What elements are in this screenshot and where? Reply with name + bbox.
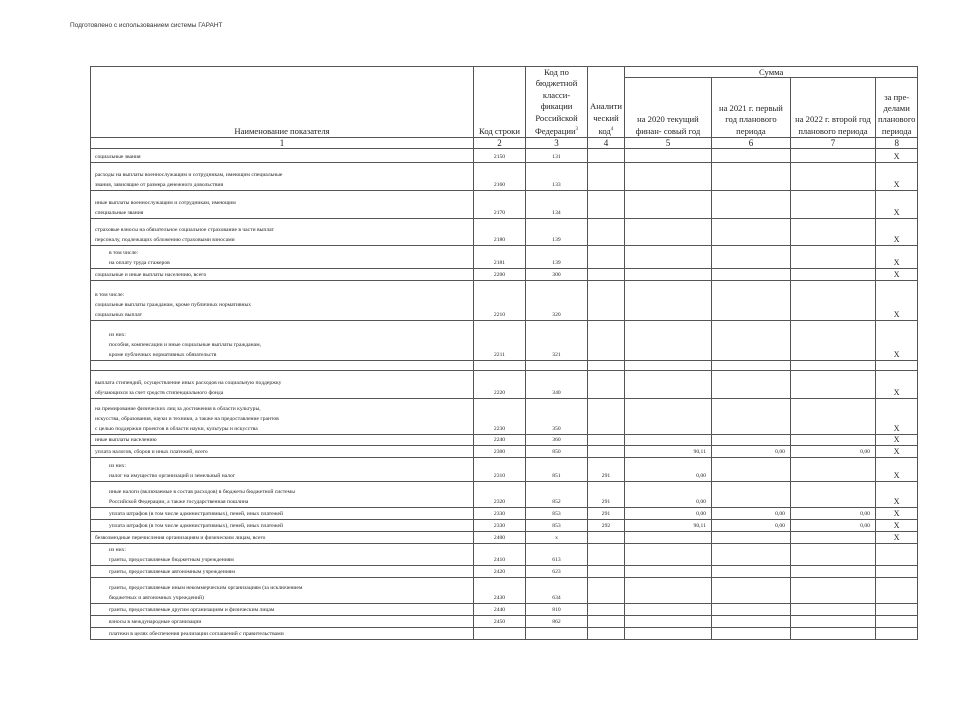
row-sum-beyond (875, 361, 918, 371)
row-name: из них: пособия, компенсации и иные социальные выплаты гражданам, кроме публичных нормативных обязательств (91, 321, 474, 361)
colnum: 7 (790, 138, 875, 149)
row-code: 2240 (474, 435, 526, 446)
row-sum-2021 (711, 321, 790, 361)
header-2022: на 2022 г. второй год планового периода (790, 78, 875, 138)
row-budget-code: 131 (526, 149, 588, 163)
row-analytic-code (588, 532, 625, 544)
row-budget-code: 853 (526, 508, 588, 520)
header-analytic: Аналити ческий код$^4$ (588, 67, 625, 138)
row-budget-code: 139 (526, 246, 588, 269)
row-sum-2022 (790, 246, 875, 269)
row-analytic-code (588, 604, 625, 616)
row-sum-2022 (790, 219, 875, 246)
row-sum-2020: 90,11 (624, 446, 711, 458)
row-analytic-code (588, 435, 625, 446)
row-budget-code: 133 (526, 163, 588, 191)
row-sum-2020 (624, 321, 711, 361)
row-analytic-code (588, 399, 625, 435)
colnum: 5 (624, 138, 711, 149)
colnum: 4 (588, 138, 625, 149)
table-row (91, 532, 918, 544)
row-code: 2440 (474, 604, 526, 616)
row-sum-beyond: X (875, 520, 918, 532)
row-sum-beyond: X (875, 371, 918, 399)
row-name: уплата штрафов (в том числе административных), пеней, иных платежей (91, 508, 474, 520)
row-sum-2020 (624, 219, 711, 246)
row-sum-beyond: X (875, 435, 918, 446)
row-sum-beyond: X (875, 482, 918, 508)
row-analytic-code (588, 246, 625, 269)
row-code (474, 628, 526, 640)
row-code: 2430 (474, 578, 526, 604)
row-sum-2020 (624, 149, 711, 163)
row-name: социальные звания (91, 149, 474, 163)
row-code: 2200 (474, 269, 526, 281)
row-name: в том числе: социальные выплаты гражданам, кроме публичных нормативных социальных выплат (91, 281, 474, 321)
row-sum-2020 (624, 246, 711, 269)
row-sum-beyond: X (875, 281, 918, 321)
table-row (91, 281, 918, 321)
row-sum-2022 (790, 544, 875, 566)
row-sum-2021 (711, 371, 790, 399)
row-sum-2020 (624, 371, 711, 399)
row-analytic-code (588, 321, 625, 361)
table-row (91, 399, 918, 435)
table-row (91, 149, 918, 163)
colnum: 1 (91, 138, 474, 149)
row-name: иные выплаты населению (91, 435, 474, 446)
row-sum-beyond: X (875, 321, 918, 361)
row-code: 2420 (474, 566, 526, 578)
row-code (474, 361, 526, 371)
row-sum-2021 (711, 458, 790, 482)
row-analytic-code (588, 281, 625, 321)
row-sum-beyond: X (875, 219, 918, 246)
row-sum-beyond (875, 578, 918, 604)
row-analytic-code: 291 (588, 458, 625, 482)
row-sum-2021 (711, 578, 790, 604)
row-sum-2022 (790, 604, 875, 616)
row-sum-beyond (875, 604, 918, 616)
row-sum-2020: 0,00 (624, 458, 711, 482)
header-sum: Сумма (624, 67, 918, 78)
row-budget-code: 139 (526, 219, 588, 246)
row-sum-2020 (624, 281, 711, 321)
row-code: 2330 (474, 508, 526, 520)
row-analytic-code: 291 (588, 482, 625, 508)
row-sum-2021 (711, 149, 790, 163)
row-code: 2300 (474, 446, 526, 458)
table-row (91, 604, 918, 616)
row-budget-code: 850 (526, 446, 588, 458)
table-row (91, 566, 918, 578)
row-analytic-code (588, 269, 625, 281)
row-analytic-code (588, 446, 625, 458)
row-analytic-code (588, 578, 625, 604)
row-sum-2020 (624, 578, 711, 604)
row-sum-beyond: X (875, 163, 918, 191)
row-sum-2020: 0,00 (624, 482, 711, 508)
row-budget-code: 634 (526, 578, 588, 604)
header-budget-code: Код по бюджетной класси- фикации Российской Федерации$^3$ (526, 67, 588, 138)
row-sum-2022 (790, 269, 875, 281)
row-sum-2021: 0,00 (711, 446, 790, 458)
row-sum-beyond: X (875, 191, 918, 219)
row-sum-beyond: X (875, 532, 918, 544)
row-code: 2410 (474, 544, 526, 566)
row-sum-2020 (624, 566, 711, 578)
table-row (91, 435, 918, 446)
table-row (91, 246, 918, 269)
row-budget-code: 134 (526, 191, 588, 219)
row-sum-2022 (790, 435, 875, 446)
row-sum-2021 (711, 628, 790, 640)
header-2021: на 2021 г. первый год планового периода (711, 78, 790, 138)
row-sum-2022 (790, 149, 875, 163)
row-sum-2022 (790, 163, 875, 191)
source-caption: Подготовлено с использованием системы ГАРАНТ (70, 22, 223, 29)
row-code: 2180 (474, 219, 526, 246)
row-code: 2330 (474, 520, 526, 532)
row-name: страховые взносы на обязательное социальное страхование в части выплат персоналу, подлежащих обложению страховыми взносами (91, 219, 474, 246)
row-budget-code: 321 (526, 321, 588, 361)
row-sum-2020 (624, 532, 711, 544)
row-sum-2021 (711, 361, 790, 371)
row-sum-2021 (711, 163, 790, 191)
row-sum-2021 (711, 616, 790, 628)
row-sum-2020: 90,11 (624, 520, 711, 532)
row-sum-beyond: X (875, 446, 918, 458)
row-name: социальные и иные выплаты населению, всего (91, 269, 474, 281)
row-analytic-code (588, 371, 625, 399)
table-row (91, 578, 918, 604)
row-sum-2020 (624, 399, 711, 435)
colnum: 3 (526, 138, 588, 149)
row-sum-2020 (624, 435, 711, 446)
header-row (91, 67, 918, 78)
row-sum-beyond (875, 566, 918, 578)
row-budget-code: 853 (526, 520, 588, 532)
row-sum-2021 (711, 566, 790, 578)
row-name: гранты, предоставляемые другим организациям и физическим лицам (91, 604, 474, 616)
table-row (91, 321, 918, 361)
row-sum-2020 (624, 604, 711, 616)
row-code: 2211 (474, 321, 526, 361)
row-code: 2320 (474, 482, 526, 508)
row-name: расходы на выплаты военнослужащим и сотрудникам, имеющим специальные звания, зависящие от размера денежного довольствия (91, 163, 474, 191)
table-row (91, 269, 918, 281)
row-analytic-code (588, 191, 625, 219)
colnum: 2 (474, 138, 526, 149)
row-name: иные выплаты военнослужащим и сотрудникам, имеющим специальные звания (91, 191, 474, 219)
row-sum-beyond: X (875, 149, 918, 163)
table-row (91, 371, 918, 399)
table-row (91, 361, 918, 371)
plan-table (90, 66, 918, 640)
row-sum-beyond (875, 628, 918, 640)
row-sum-2022 (790, 281, 875, 321)
row-name (91, 361, 474, 371)
table-row (91, 628, 918, 640)
row-sum-beyond: X (875, 269, 918, 281)
row-sum-beyond (875, 616, 918, 628)
row-sum-2020 (624, 628, 711, 640)
row-name: из них: гранты, предоставляемые бюджетным учреждениям (91, 544, 474, 566)
table-row (91, 191, 918, 219)
row-name: в том числе: на оплату труда стажеров (91, 246, 474, 269)
row-sum-2020 (624, 191, 711, 219)
row-sum-2021 (711, 219, 790, 246)
row-name: уплата налогов, сборов и иных платежей, всего (91, 446, 474, 458)
table-row (91, 446, 918, 458)
row-sum-2022 (790, 191, 875, 219)
row-name: платежи в целях обеспечения реализации соглашений с правительствами (91, 628, 474, 640)
row-budget-code: x (526, 532, 588, 544)
row-sum-2020 (624, 544, 711, 566)
row-budget-code (526, 628, 588, 640)
row-sum-beyond: X (875, 458, 918, 482)
row-analytic-code (588, 149, 625, 163)
row-sum-2022: 0,00 (790, 508, 875, 520)
row-code: 2450 (474, 616, 526, 628)
row-sum-2020 (624, 616, 711, 628)
row-sum-2021 (711, 399, 790, 435)
row-analytic-code (588, 616, 625, 628)
header-name: Наименование показателя (91, 67, 474, 138)
row-sum-2022 (790, 458, 875, 482)
row-code: 2310 (474, 458, 526, 482)
row-sum-2022 (790, 566, 875, 578)
row-sum-2021 (711, 281, 790, 321)
row-sum-2020 (624, 269, 711, 281)
row-sum-2021 (711, 482, 790, 508)
row-sum-2022 (790, 482, 875, 508)
row-analytic-code (588, 163, 625, 191)
row-sum-2022: 0,00 (790, 446, 875, 458)
row-sum-beyond (875, 544, 918, 566)
row-sum-2021 (711, 604, 790, 616)
row-sum-2022 (790, 616, 875, 628)
header-2020: на 2020 текущий финан- совый год (624, 78, 711, 138)
row-budget-code: 862 (526, 616, 588, 628)
row-code: 2210 (474, 281, 526, 321)
row-budget-code: 852 (526, 482, 588, 508)
row-code: 2400 (474, 532, 526, 544)
row-sum-2021 (711, 246, 790, 269)
row-sum-beyond: X (875, 399, 918, 435)
row-code: 2230 (474, 399, 526, 435)
row-budget-code: 320 (526, 281, 588, 321)
row-sum-2021 (711, 435, 790, 446)
row-name: выплата стипендий, осуществление иных расходов на социальную поддержку обучающихся за счет средств стипендиального фонда (91, 371, 474, 399)
row-sum-2020: 0,00 (624, 508, 711, 520)
header-code: Код строки (474, 67, 526, 138)
header-beyond: за пре- делами планового периода (875, 78, 918, 138)
row-name: иные налоги (включаемые в состав расходов) в бюджеты бюджетной системы Российской Федерации, а также государственная пошлина (91, 482, 474, 508)
row-code: 2160 (474, 163, 526, 191)
row-analytic-code (588, 628, 625, 640)
table-row (91, 508, 918, 520)
row-name: безвозмездные перечисления организациям и физическим лицам, всего (91, 532, 474, 544)
row-analytic-code: 291 (588, 508, 625, 520)
row-budget-code: 340 (526, 371, 588, 399)
row-sum-beyond: X (875, 508, 918, 520)
column-numbers-row (91, 138, 918, 149)
row-sum-2021: 0,00 (711, 520, 790, 532)
row-analytic-code (588, 361, 625, 371)
row-sum-2022 (790, 399, 875, 435)
row-budget-code: 360 (526, 435, 588, 446)
row-sum-2021 (711, 532, 790, 544)
row-sum-2022 (790, 532, 875, 544)
row-sum-2021 (711, 191, 790, 219)
row-analytic-code: 292 (588, 520, 625, 532)
row-code: 2150 (474, 149, 526, 163)
row-sum-2022 (790, 628, 875, 640)
table-row (91, 219, 918, 246)
row-budget-code: 623 (526, 566, 588, 578)
row-code: 2220 (474, 371, 526, 399)
row-name: уплата штрафов (в том числе административных), пеней, иных платежей (91, 520, 474, 532)
table-row (91, 482, 918, 508)
row-sum-2021 (711, 544, 790, 566)
row-sum-2020 (624, 361, 711, 371)
row-budget-code: 613 (526, 544, 588, 566)
table-row (91, 458, 918, 482)
row-budget-code: 851 (526, 458, 588, 482)
row-analytic-code (588, 544, 625, 566)
colnum: 8 (875, 138, 918, 149)
table-row (91, 520, 918, 532)
row-name: взносы в международные организации (91, 616, 474, 628)
colnum: 6 (711, 138, 790, 149)
row-sum-2021 (711, 269, 790, 281)
row-budget-code: 350 (526, 399, 588, 435)
table-row (91, 163, 918, 191)
row-budget-code (526, 361, 588, 371)
row-sum-2022 (790, 578, 875, 604)
table-row (91, 616, 918, 628)
row-name: гранты, предоставляемые иным некоммерческим организациям (за исключением бюджетных и автономных учреждений) (91, 578, 474, 604)
row-budget-code: 300 (526, 269, 588, 281)
row-name: на премирование физических лиц за достижения в области культуры, искусства, образования, науки и техники, а также на предоставление грантов с целью поддержки проектов в области науки, культуры и искусства (91, 399, 474, 435)
row-sum-2021: 0,00 (711, 508, 790, 520)
row-sum-2022: 0,00 (790, 520, 875, 532)
row-sum-2020 (624, 163, 711, 191)
row-sum-2022 (790, 361, 875, 371)
table-row (91, 544, 918, 566)
row-sum-beyond: X (875, 246, 918, 269)
row-sum-2022 (790, 371, 875, 399)
row-budget-code: 810 (526, 604, 588, 616)
row-code: 2181 (474, 246, 526, 269)
row-name: гранты, предоставляемые автономным учреждениям (91, 566, 474, 578)
row-analytic-code (588, 219, 625, 246)
row-name: из них: налог на имущество организаций и земельный налог (91, 458, 474, 482)
row-sum-2022 (790, 321, 875, 361)
row-analytic-code (588, 566, 625, 578)
row-code: 2170 (474, 191, 526, 219)
